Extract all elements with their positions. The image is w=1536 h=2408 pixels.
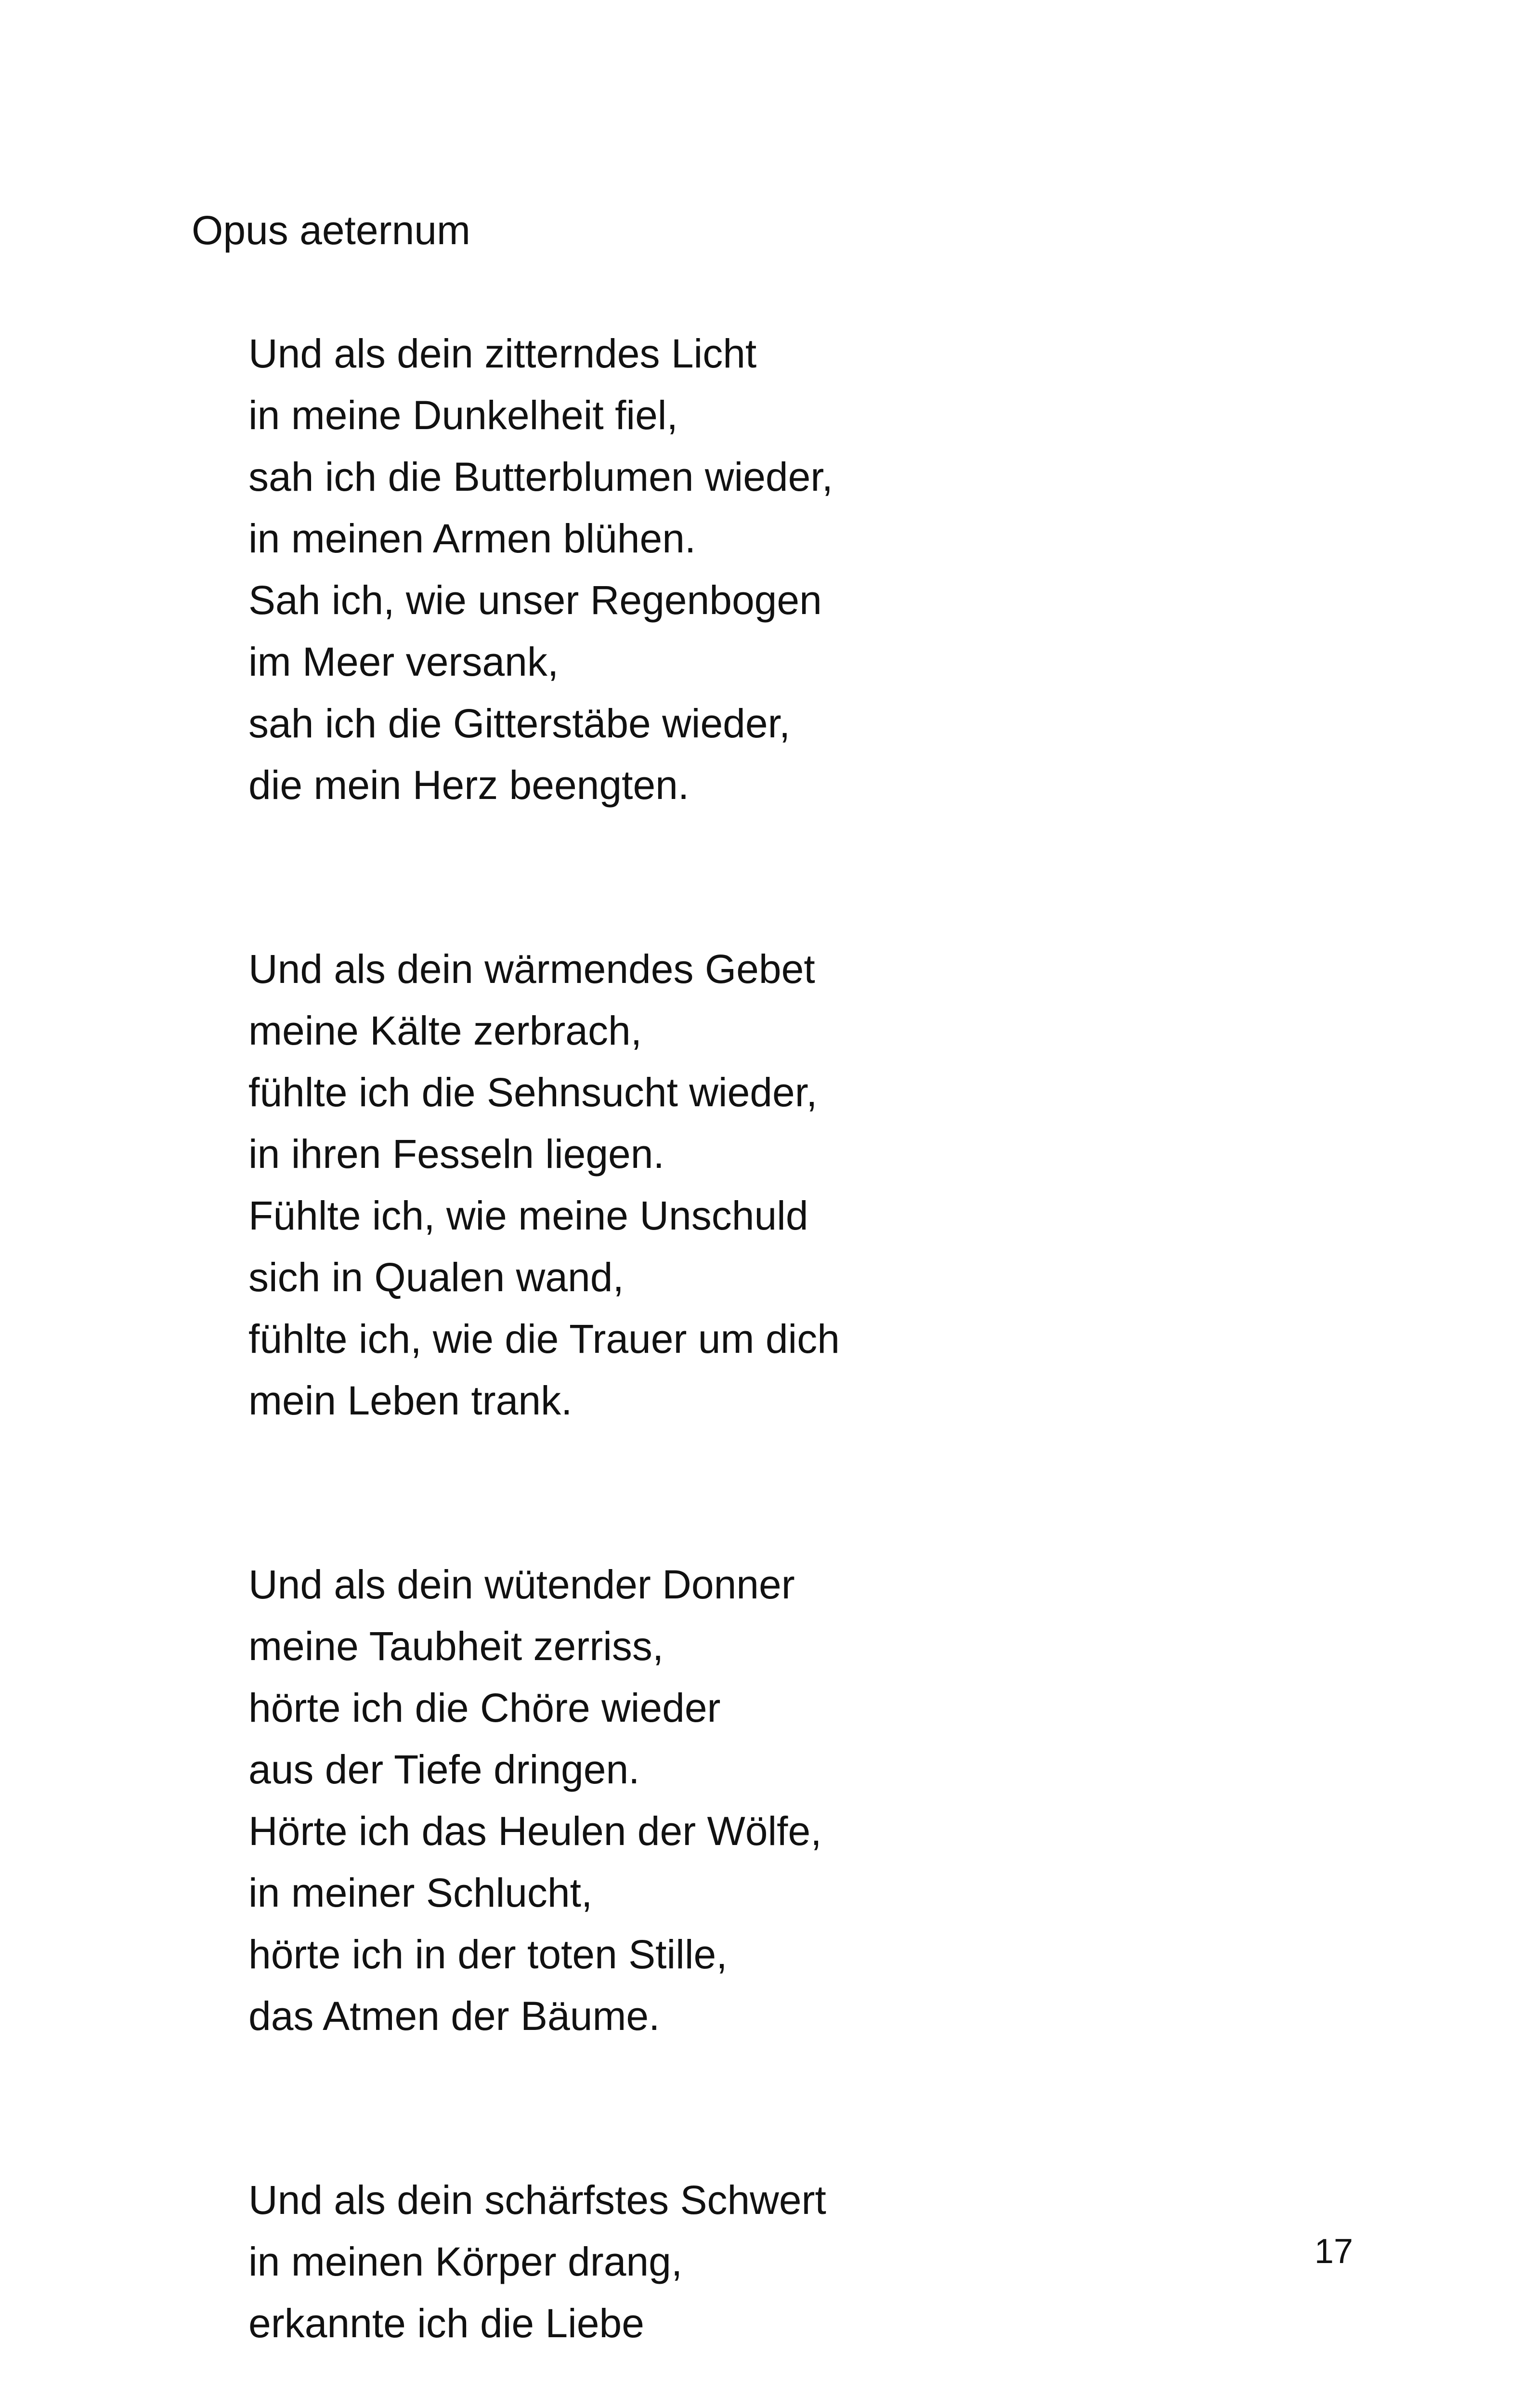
- poem-line: die mein Herz beengten.: [248, 762, 690, 808]
- poem-line: meine Kälte zerbrach,: [248, 1008, 642, 1053]
- poem-line: in meine Dunkelheit fiel,: [248, 393, 678, 438]
- poem-line: erkannte ich die Liebe: [248, 2301, 644, 2346]
- poem-line: Und als dein wütender Donner: [248, 1562, 795, 1607]
- poem-title: Opus aeternum: [192, 208, 470, 253]
- poem-line: sah ich die Gitterstäbe wieder,: [248, 701, 791, 746]
- poem-line: hörte ich die Chöre wieder: [248, 1685, 721, 1730]
- poem-line: Und als dein wärmendes Gebet: [248, 946, 815, 992]
- poem-line: Hörte ich das Heulen der Wölfe,: [248, 1808, 822, 1854]
- poem-line: Sah ich, wie unser Regenbogen: [248, 577, 822, 623]
- poem-line: hörte ich in der toten Stille,: [248, 1932, 728, 1977]
- poem-line: in meinen Armen blühen.: [248, 516, 696, 561]
- stanza-3: [248, 1554, 840, 2047]
- stanza-2: [248, 938, 840, 1431]
- poem-line: fühlte ich, wie die Trauer um dich: [248, 1316, 840, 1361]
- page-number: 17: [1314, 2232, 1353, 2271]
- poem-line: aus der Tiefe dringen.: [248, 1747, 640, 1792]
- poem-body: [248, 323, 840, 2408]
- poem-line: sah ich die Butterblumen wieder,: [248, 454, 833, 499]
- poem-line: in ihren Fesseln liegen.: [248, 1131, 664, 1177]
- poem-line: sich in Qualen wand,: [248, 1255, 624, 1300]
- poem-line: mein Leben trank.: [248, 1378, 573, 1423]
- poem-line: meine Taubheit zerriss,: [248, 1623, 664, 1669]
- poem-line: fühlte ich die Sehnsucht wieder,: [248, 1070, 818, 1115]
- poem-line: Und als dein schärfstes Schwert: [248, 2177, 826, 2223]
- poem-line: in meiner Schlucht,: [248, 1870, 593, 1915]
- poem-line: im Meer versank,: [248, 639, 559, 684]
- poem-line: Und als dein zitterndes Licht: [248, 331, 757, 376]
- poem-line: das Atmen der Bäume.: [248, 1993, 660, 2039]
- poem-line: Fühlte ich, wie meine Unschuld: [248, 1193, 808, 1238]
- poem-line: in meinen Körper drang,: [248, 2239, 683, 2284]
- stanza-1: [248, 323, 840, 816]
- stanza-4: [248, 2169, 840, 2354]
